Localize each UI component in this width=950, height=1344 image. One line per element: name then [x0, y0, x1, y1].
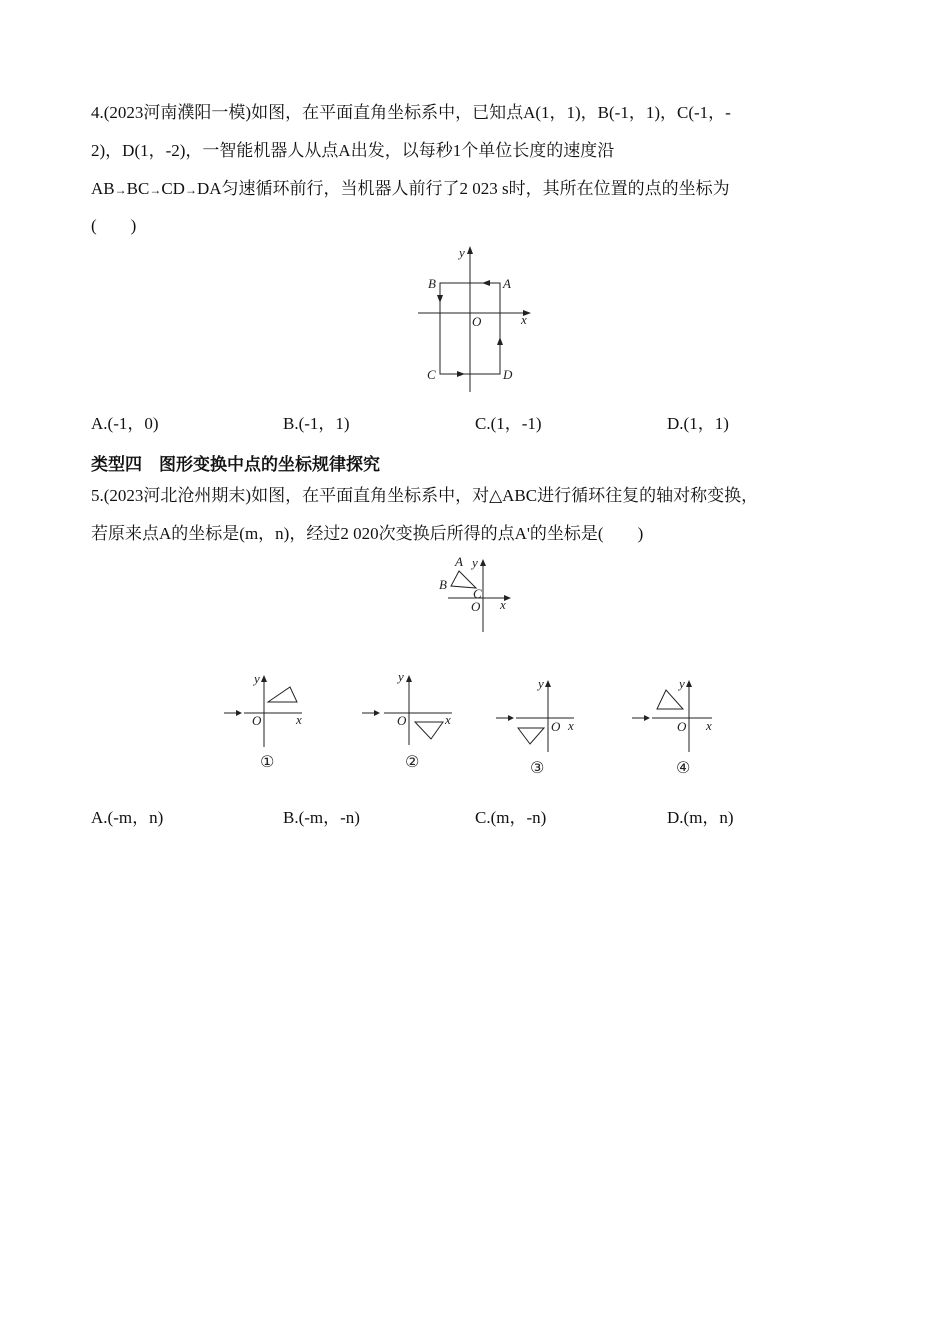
q5-step2-triangle: [415, 722, 443, 739]
q4-label-a: A: [503, 276, 511, 291]
q5-label-y: y: [472, 555, 478, 570]
q5-option-d[interactable]: D.(m，n): [667, 808, 734, 827]
q5-step1-number: ①: [260, 752, 275, 771]
q5-label-x: x: [500, 597, 506, 612]
q5-step4-arrowhead: [644, 715, 650, 721]
q5-step2-number: ②: [405, 752, 420, 771]
q5-step3-triangle: [518, 728, 544, 744]
q4-path-cd: CD: [161, 179, 185, 198]
q4-answer-blank: ( ): [91, 216, 137, 235]
q5-option-b[interactable]: B.(-m，-n): [283, 808, 360, 827]
q5-step2-label-y: y: [398, 669, 404, 684]
q4-option-c[interactable]: C.(1，-1): [475, 414, 542, 433]
section-title: 类型四 图形变换中点的坐标规律探究: [91, 455, 380, 475]
q5-step1-label-y: y: [254, 671, 260, 686]
q4-arrow-2: →: [149, 183, 162, 197]
q5-step4-label-y: y: [679, 676, 685, 691]
q5-step1-y-arrowhead: [261, 675, 267, 682]
q5-label-c: C: [473, 586, 482, 601]
q5-label-b: B: [439, 577, 447, 592]
q4-arrow-3: →: [184, 183, 197, 197]
q5-option-c[interactable]: C.(m，-n): [475, 808, 547, 827]
q4-path-bc: BC: [126, 179, 150, 198]
q5-y-arrowhead: [480, 559, 486, 566]
q5-step3-y-arrowhead: [545, 680, 551, 687]
q5-step1-label-o: O: [252, 713, 262, 728]
q4-label-c: C: [427, 367, 436, 382]
q5-step2-label-x: x: [445, 712, 451, 727]
q5-step4-y-arrowhead: [686, 680, 692, 687]
q5-text-line-2: 若原来点A的坐标是(m，n)，经过2 020次变换后所得的点A'的坐标是( ): [91, 524, 644, 543]
q5-step4-triangle: [657, 690, 683, 709]
q4-path-ab: AB: [91, 179, 115, 198]
q5-step1-arrowhead: [236, 710, 242, 716]
q5-text-line-1: 5.(2023河北沧州期末)如图，在平面直角坐标系中，对△ABC进行循环往复的轴对称变换，: [91, 486, 759, 505]
q4-option-a[interactable]: A.(-1，0): [91, 414, 159, 433]
q5-step2-y-arrowhead: [406, 675, 412, 682]
q5-option-a[interactable]: A.(-m，n): [91, 808, 164, 827]
q4-arrow-1: →: [114, 183, 127, 197]
q5-step2-label-o: O: [397, 713, 407, 728]
q5-step1-triangle: [268, 687, 297, 702]
q4-path-da: DA匀速循环前行，当机器人前行了2 023 s时，其所在位置的点的坐标为: [196, 179, 730, 198]
q5-label-o: O: [471, 599, 481, 614]
q4-option-d[interactable]: D.(1，1): [667, 414, 729, 433]
q5-step4-label-x: x: [706, 718, 712, 733]
q5-step1-label-x: x: [296, 712, 302, 727]
q5-step3-label-y: y: [538, 676, 544, 691]
q4-label-x: x: [521, 312, 527, 327]
q4-label-o: O: [472, 314, 482, 329]
q5-step4-number: ④: [676, 758, 691, 777]
q4-text-line-2: 2)，D(1，-2)，一智能机器人从点A出发，以每秒1个单位长度的速度沿: [91, 141, 615, 160]
q5-label-a: A: [455, 554, 463, 569]
q4-text-line-1: 4.(2023河南濮阳一模)如图，在平面直角坐标系中，已知点A(1，1)，B(-1，1)，C(-1，-: [91, 103, 731, 122]
q5-step3-arrowhead: [508, 715, 514, 721]
q4-option-b[interactable]: B.(-1，1): [283, 414, 350, 433]
q5-step3-number: ③: [530, 758, 545, 777]
q4-label-y: y: [459, 245, 465, 260]
q5-step2-arrowhead: [374, 710, 380, 716]
q5-step3-label-o: O: [551, 719, 561, 734]
q5-step3-label-x: x: [568, 718, 574, 733]
q4-label-b: B: [428, 276, 436, 291]
q4-label-d: D: [503, 367, 513, 382]
q5-step4-label-o: O: [677, 719, 687, 734]
